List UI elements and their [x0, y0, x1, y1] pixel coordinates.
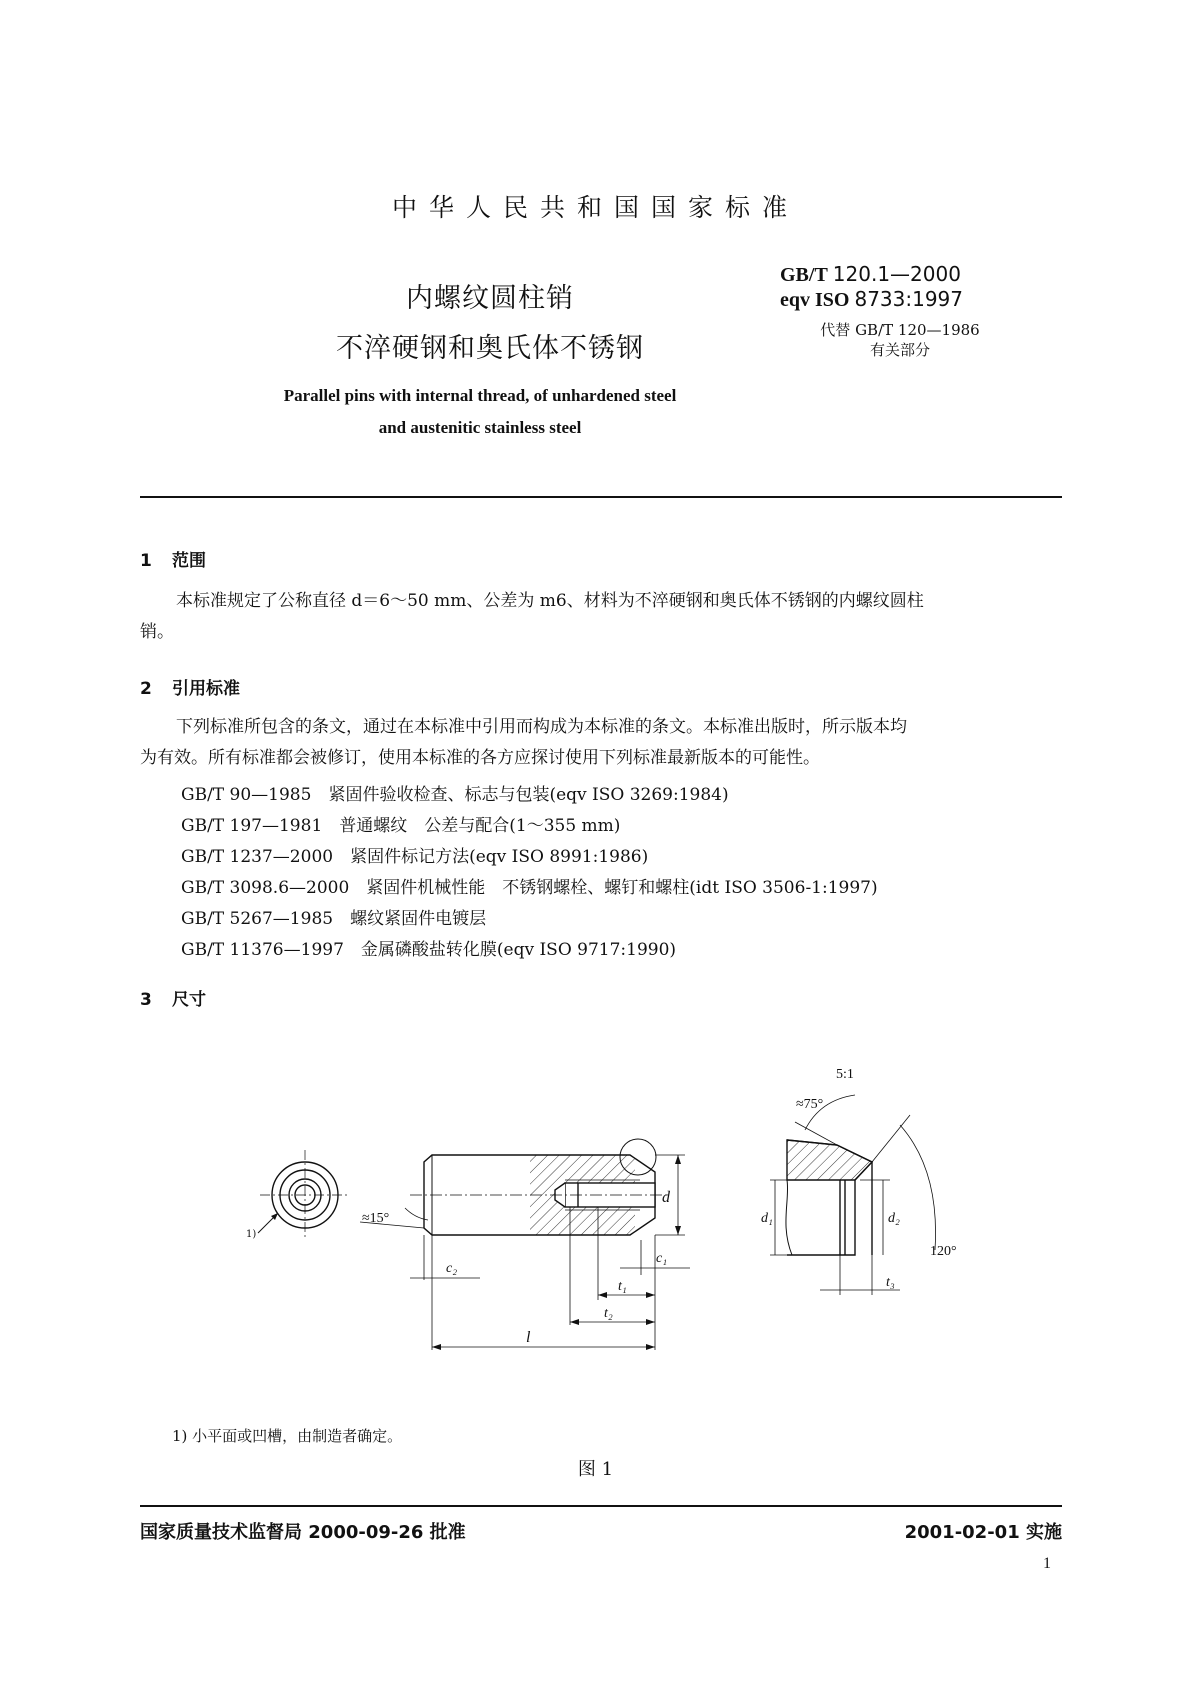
- title-cn-line1: 内螺纹圆柱销: [406, 283, 574, 314]
- reference-item: GB/T 3098.6—2000 紧固件机械性能 不锈钢螺栓、螺钉和螺柱(idt ISO 3506-1:1997): [181, 878, 878, 898]
- std-code-prefix: GB/T: [780, 264, 828, 286]
- section-1-paragraph: [140, 586, 1062, 648]
- detail-view: [770, 1095, 936, 1295]
- section-1-number: 1: [140, 551, 152, 571]
- section-2-title: 引用标准: [172, 679, 240, 699]
- scale-label: 5:1: [836, 1067, 854, 1082]
- footnote-marker: 1): [246, 1229, 257, 1240]
- end-view: [258, 1150, 350, 1240]
- t2-label: t₂: [604, 1306, 613, 1321]
- section-2-line2: 为有效。所有标准都会被修订，使用本标准的各方应探讨使用下列标准最新版本的可能性。: [140, 748, 820, 768]
- eqv-prefix: eqv ISO: [780, 289, 850, 311]
- replace-line2: 有关部分: [869, 341, 930, 359]
- standard-code-block: [780, 262, 963, 312]
- d2-label: d₂: [888, 1211, 900, 1226]
- effective-date: 2001-02-01 实施: [904, 1522, 1062, 1543]
- section-1-title: 范围: [172, 551, 206, 571]
- section-2-paragraph: [140, 712, 1062, 774]
- figure-caption: 图 1: [577, 1459, 614, 1480]
- footer-rule: [140, 1505, 1062, 1507]
- section-1-line1: 本标准规定了公称直径 d＝6～50 mm、公差为 m6、材料为不淬硬钢和奥氏体不锈钢的内螺纹圆柱: [176, 591, 924, 611]
- section-2-heading: [140, 674, 240, 699]
- eqv-number: 8733:1997: [854, 287, 964, 311]
- section-2-line1: 下列标准所包含的条文，通过在本标准中引用而构成为本标准的条文。本标准出版时，所示版本均: [176, 717, 907, 737]
- pin-drawing: [200, 1050, 1000, 1410]
- page-number: 1: [1043, 1555, 1051, 1572]
- header-rule: [140, 496, 1062, 498]
- angle-15-label: ≈15°: [362, 1211, 390, 1226]
- national-standard-title: 中华人民共和国国家标准: [391, 193, 799, 222]
- reference-item: GB/T 197—1981 普通螺纹 公差与配合(1～355 mm): [181, 816, 621, 836]
- std-code-number: 120.1—2000: [832, 262, 961, 286]
- section-3-heading: [140, 985, 206, 1010]
- figure-footnote: 1) 小平面或凹槽，由制造者确定。: [172, 1427, 403, 1445]
- side-view: [410, 1139, 670, 1235]
- angle-75-label: ≈75°: [796, 1097, 824, 1112]
- reference-item: GB/T 90—1985 紧固件验收检查、标志与包装(eqv ISO 3269:1984): [181, 785, 729, 805]
- angle-120-label: 120°: [930, 1244, 957, 1259]
- section-1-line2: 销。: [140, 622, 174, 642]
- replace-line1: 代替 GB/T 120—1986: [820, 321, 980, 339]
- l-label: l: [526, 1329, 531, 1346]
- issuer-approval: 国家质量技术监督局 2000-09-26 批准: [140, 1522, 466, 1543]
- section-2-number: 2: [140, 679, 152, 699]
- reference-item: GB/T 5267—1985 螺纹紧固件电镀层: [181, 909, 487, 929]
- reference-item: GB/T 11376—1997 金属磷酸盐转化膜(eqv ISO 9717:1990): [181, 940, 677, 960]
- c2-label: c₂: [446, 1261, 458, 1276]
- d1-label: d₁: [761, 1211, 773, 1226]
- c1-label: c₁: [656, 1251, 668, 1266]
- section-1-heading: [140, 546, 206, 571]
- title-en: [200, 380, 760, 444]
- title-en-line1: Parallel pins with internal thread, of unhardened steel: [283, 386, 677, 405]
- replace-note: [780, 320, 1020, 360]
- d-label: d: [662, 1189, 670, 1206]
- t3-label: t₃: [886, 1275, 895, 1290]
- section-3-number: 3: [140, 990, 152, 1010]
- t1-label: t₁: [618, 1279, 627, 1294]
- section-3-title: 尺寸: [172, 990, 206, 1010]
- title-en-line2: and austenitic stainless steel: [378, 418, 582, 437]
- title-cn-line2: 不淬硬钢和奥氏体不锈钢: [336, 333, 644, 364]
- reference-item: GB/T 1237—2000 紧固件标记方法(eqv ISO 8991:1986): [181, 847, 649, 867]
